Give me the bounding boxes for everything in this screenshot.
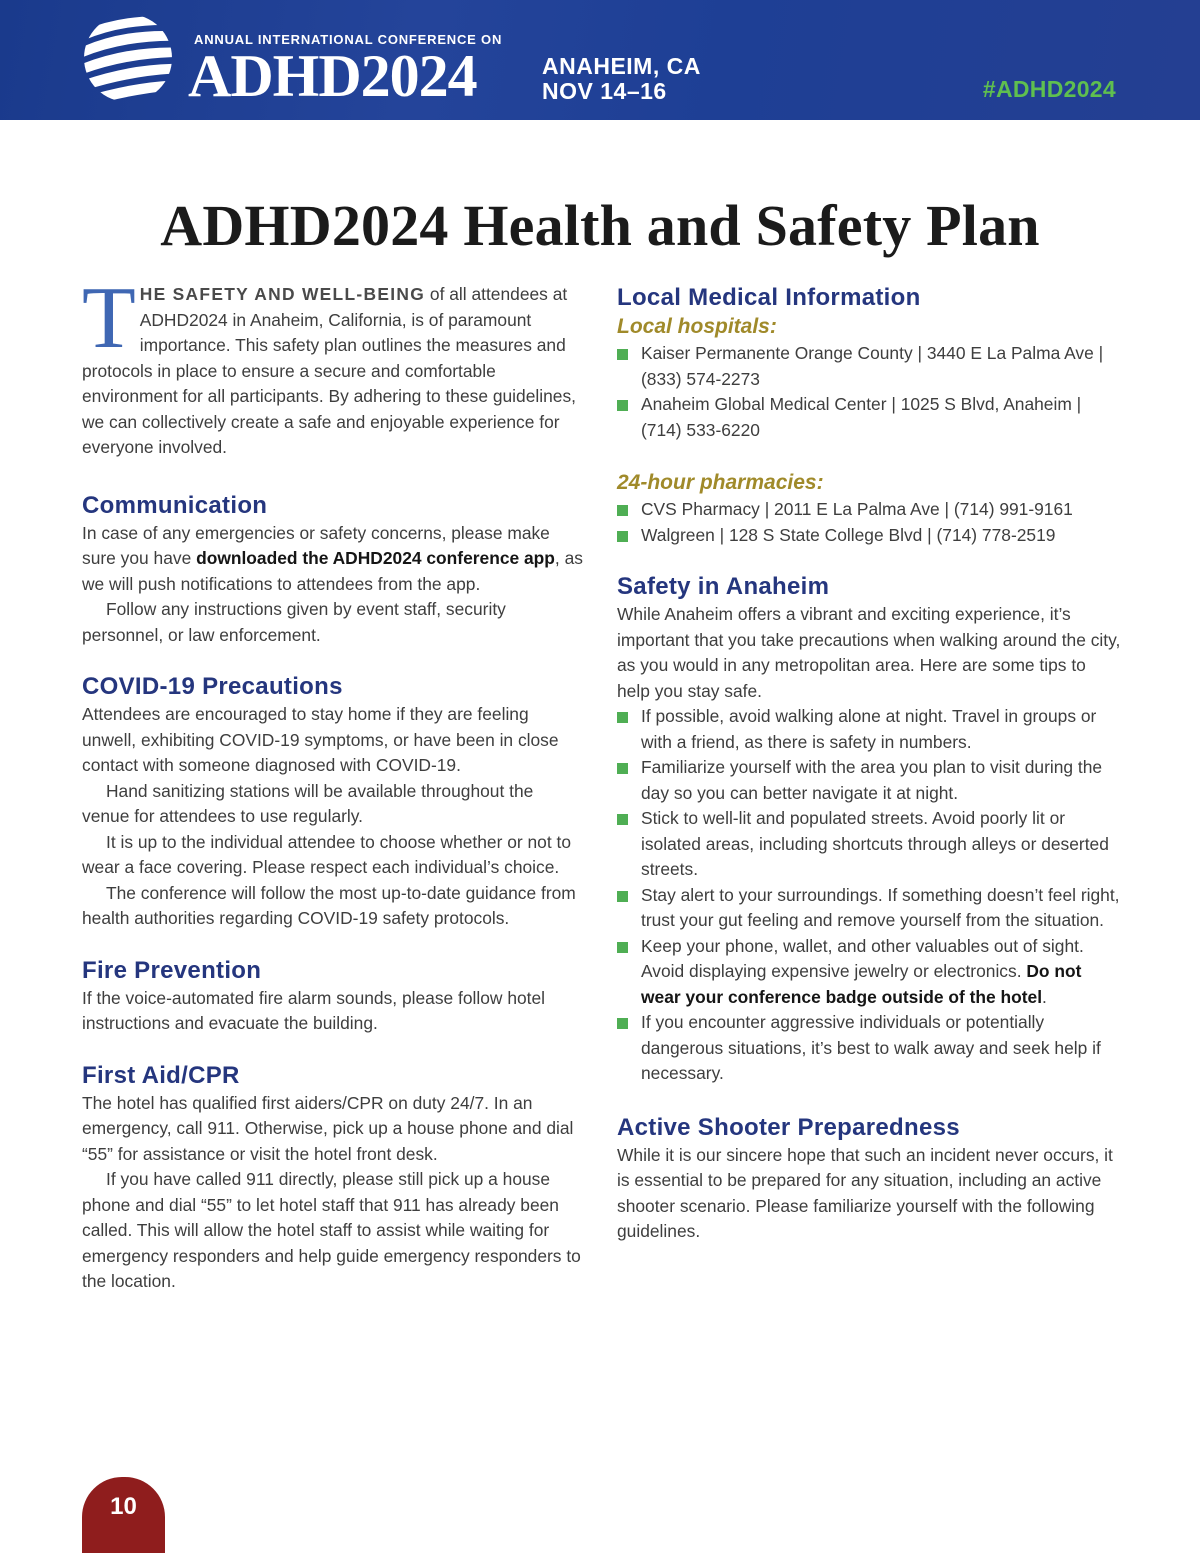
fire-paragraph: If the voice-automated fire alarm sounds, please follow hotel instructions and evacuate the building. (82, 987, 546, 1033)
bullet-square-icon (617, 1018, 628, 1029)
pharmacy-entry: Walgreen | 128 S State College Blvd | (714) 778-2519 (641, 524, 1056, 545)
hashtag: #ADHD2024 (982, 76, 1116, 102)
medical-heading: Local Medical Information (617, 284, 921, 311)
list-item (617, 392, 1122, 443)
bullet-square-icon (617, 531, 628, 542)
covid-paragraph: Attendees are encouraged to stay home if they are feeling unwell, exhibiting COVID-19 symptoms, or have been in close contact with someone diagnosed with COVID-19. (82, 704, 559, 775)
bullet-square-icon (617, 763, 628, 774)
pharmacies-list (617, 497, 1122, 548)
communication-instructions: Follow any instructions given by event staff, security personnel, or law enforcement. (82, 599, 506, 645)
safety-tip: If you encounter aggressive individuals or potentially dangerous situations, it’s best to walk away and seek help if necessary. (641, 1012, 1101, 1083)
fire-heading: Fire Prevention (82, 956, 262, 984)
page-title: ADHD2024 Health and Safety Plan (160, 193, 1040, 258)
safety-intro: While Anaheim offers a vibrant and exciting experience, it’s important that you take precautions when walking around the city, as you would in any metropolitan area. Here are some tips to help you stay safe. (617, 604, 1121, 701)
hospital-entry: Kaiser Permanente Orange County | 3440 E La Palma Ave | (833) 574-2273 (641, 343, 1104, 389)
brand-title: ADHD2024 (188, 43, 477, 109)
list-item (617, 806, 1122, 883)
safety-tip: If possible, avoid walking alone at night. Travel in groups or with a friend, as there is safety in numbers. (641, 706, 1097, 752)
pharmacy-entry: CVS Pharmacy | 2011 E La Palma Ave | (714) 991-9161 (641, 499, 1073, 519)
list-item (617, 523, 1122, 549)
left-column (82, 270, 584, 1295)
first-aid-heading: First Aid/CPR (82, 1061, 240, 1089)
safety-tips-list (617, 704, 1122, 1087)
right-column (617, 280, 1122, 1245)
page-number: 10 (110, 1493, 137, 1520)
list-item (617, 497, 1122, 523)
intro-text: of all attendees at ADHD2024 in Anaheim, California, is of paramount importance. This safety plan outlines the measures and protocols in place to ensure a secure and comfortable environment for all participants. By adhering to these guidelines, we can collectively create a safe and enjoyable experience for everyone involved. (82, 284, 576, 457)
shooter-heading: Active Shooter Preparedness (617, 1113, 960, 1141)
covid-paragraph: Hand sanitizing stations will be available throughout the venue for attendees to use regularly. (82, 780, 534, 826)
safety-tip-end: . (1042, 986, 1047, 1007)
event-location-dates (542, 54, 701, 104)
page-number-tab (82, 1477, 165, 1553)
safety-tip: Stick to well-lit and populated streets. Avoid poorly lit or isolated areas, including shortcuts through alleys or deserted streets. (641, 808, 1109, 879)
bullet-square-icon (617, 891, 628, 902)
hospitals-list (617, 341, 1122, 443)
first-aid-paragraph: If you have called 911 directly, please still pick up a house phone and dial “55” to let hotel staff that 911 has already been called. This will allow the hotel staff to assist while waiting for emergency responders and help guide emergency responders to the location. (82, 1169, 581, 1291)
covid-paragraph: The conference will follow the most up-to-date guidance from health authorities regarding COVID-19 safety protocols. (82, 882, 576, 928)
communication-text-end: , as we will push notifications to attendees from the app. (82, 548, 583, 594)
covid-paragraph: It is up to the individual attendee to choose whether or not to wear a face covering. Please respect each individual’s choice. (82, 831, 572, 877)
badge-warning-emphasis: Do not wear your conference badge outside of the hotel (641, 961, 1082, 1007)
communication-heading: Communication (82, 491, 268, 519)
communication-text: In case of any emergencies or safety concerns, please make sure you have (82, 522, 550, 568)
list-item (617, 755, 1122, 806)
header-banner (0, 0, 1200, 120)
safety-tip: Keep your phone, wallet, and other valuables out of sight. Avoid displaying expensive jewelry or electronics. (641, 935, 1084, 981)
app-download-emphasis: downloaded the ADHD2024 conference app (196, 548, 555, 568)
safety-tip: Stay alert to your surroundings. If something doesn’t feel right, trust your gut feeling and remove yourself from the situation. (641, 884, 1120, 930)
bullet-square-icon (617, 400, 628, 411)
conference-line: ANNUAL INTERNATIONAL CONFERENCE ON (194, 32, 503, 47)
shooter-paragraph: While it is our sincere hope that such an incident never occurs, it is essential to be prepared for any situation, including an active shooter scenario. Please familiarize yourself with the following guidelines. (617, 1144, 1113, 1241)
safety-tip: Familiarize yourself with the area you plan to visit during the day so you can better navigate it at night. (641, 757, 1103, 803)
covid-heading: COVID-19 Precautions (82, 673, 343, 700)
bullet-square-icon (617, 942, 628, 953)
list-item (617, 1010, 1122, 1087)
globe-stripes-icon (78, 8, 178, 108)
communication-paragraph (82, 521, 584, 598)
hospital-entry: Anaheim Global Medical Center | 1025 S Blvd, Anaheim | (714) 533-6220 (641, 394, 1082, 440)
list-item (617, 934, 1122, 1011)
first-aid-paragraph: The hotel has qualified first aiders/CPR on duty 24/7. In an emergency, call 911. Otherwise, pick up a house phone and dial “55” for assistance or visit the hotel front desk. (82, 1092, 574, 1164)
bullet-square-icon (617, 814, 628, 825)
bullet-square-icon (617, 349, 628, 360)
bullet-square-icon (617, 712, 628, 723)
event-dates: NOV 14–16 (542, 78, 667, 104)
bullet-square-icon (617, 505, 628, 516)
intro-lead-caps: HE SAFETY AND WELL-BEING (139, 284, 426, 304)
drop-cap: T (82, 270, 136, 367)
event-location: ANAHEIM, CA (542, 53, 701, 79)
pharmacies-heading: 24-hour pharmacies: (617, 471, 824, 494)
list-item (617, 883, 1122, 934)
list-item (617, 341, 1122, 392)
intro-paragraph (82, 270, 584, 461)
safety-heading: Safety in Anaheim (617, 573, 830, 600)
hospitals-heading: Local hospitals: (617, 315, 777, 338)
list-item (617, 704, 1122, 755)
